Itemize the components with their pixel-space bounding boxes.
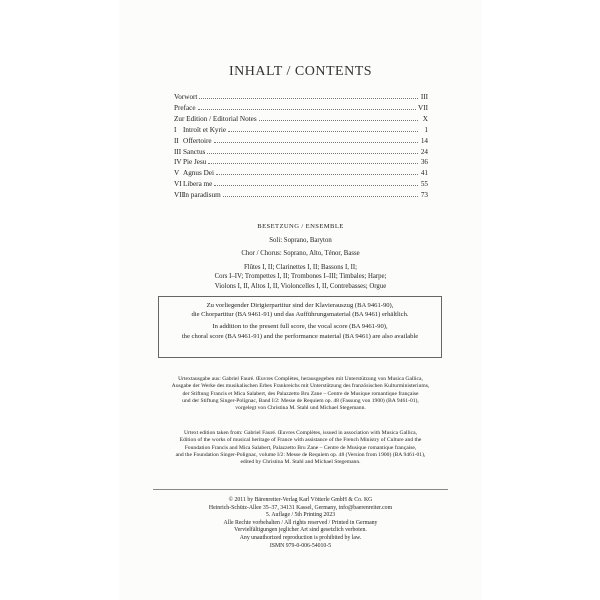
toc-row <box>174 125 428 136</box>
toc-entry-title: Preface <box>174 103 196 112</box>
urtext-line: Foundation Francis and Mica Salabert, Palazzetto Bru Zane – Centre de Musique romantique française, <box>184 444 417 451</box>
ensemble-winds: Flûtes I, II; Clarinettes I, II; Bassons I, II; <box>243 263 358 271</box>
toc-entry-title: Sanctus <box>183 147 206 156</box>
toc-leader-dots <box>216 169 418 175</box>
urtext-line: Urtext edition taken from: Gabriel Fauré. Œuvres Complètes, issued in association with Musica Gallica, <box>183 430 418 436</box>
urtext-line: Urtextausgabe aus: Gabriel Fauré. Œuvres Complètes, herausgegeben mit Unterstützung von Musica Gallica, <box>178 376 423 382</box>
toc-entry-title: Pie Jesu <box>183 158 207 167</box>
ensemble-soli: Soli: Soprano, Baryton <box>269 237 332 244</box>
ensemble-strings: Violons I, II, Altos I, II, Violoncelles I, II, Contrebasses; Orgue <box>214 282 387 290</box>
toc-entry-title: In paradisum <box>183 191 221 200</box>
toc-entry-page: 14 <box>420 136 428 145</box>
toc-row <box>174 190 428 201</box>
toc-row <box>174 92 428 103</box>
toc-entry-number: V <box>174 169 180 178</box>
toc-entry-page: X <box>422 114 428 123</box>
toc-entry-title: Libera me <box>183 180 213 189</box>
toc-row <box>174 168 428 179</box>
availability-note-en-line: the choral score (BA 9461-91) and the performance material (BA 9461) are also available <box>181 332 419 340</box>
toc-row <box>174 114 428 125</box>
toc-leader-dots <box>214 180 418 186</box>
urtext-line: der Stiftung Francis et Mica Salabert, des Palazzetto Bru Zane – Centre de Musique romantique française <box>182 390 419 397</box>
imprint-line: © 2011 by Bärenreiter-Verlag Karl Vötterle GmbH & Co. KG <box>228 497 373 503</box>
imprint-line: Vervielfältigungen jeglicher Art sind gesetzlich verboten. <box>234 527 367 534</box>
imprint-line: Any unauthorized reproduction is prohibited by law. <box>239 534 362 541</box>
toc-leader-dots <box>208 158 418 164</box>
table-of-contents <box>174 92 428 201</box>
page-title: INHALT / CONTENTS <box>228 64 373 79</box>
toc-entry-title: Zur Edition / Editorial Notes <box>174 114 257 123</box>
toc-row <box>174 136 428 147</box>
toc-entry-page: 24 <box>420 147 428 156</box>
toc-entry-number: VI <box>174 180 182 189</box>
availability-note-de-line: die Chorpartitur (BA 9461-91) und das Aufführungsmaterial (BA 9461) erhältlich. <box>191 311 409 319</box>
toc-leader-dots <box>199 93 418 99</box>
urtext-note-english <box>149 430 452 466</box>
toc-entry-page: 55 <box>420 180 428 189</box>
toc-entry-page: 73 <box>420 191 428 200</box>
toc-entry-page: 41 <box>420 169 428 178</box>
urtext-line: and the Foundation Singer-Polignac, volume I/2: Messe de Requiem op. 48 (Version from 1900) (BA 9461-01), <box>175 451 426 458</box>
toc-entry-title: Offertoire <box>183 136 212 145</box>
toc-leader-dots <box>259 115 418 121</box>
toc-row <box>174 103 428 114</box>
toc-entry-number: I <box>174 125 177 134</box>
ensemble-choir: Chor / Chorus: Soprano, Alto, Ténor, Basse <box>241 250 360 258</box>
toc-entry-number: II <box>174 136 179 145</box>
toc-entry-number: IV <box>174 158 182 167</box>
imprint-line: Alle Rechte vorbehalten / All rights reserved / Printed in Germany <box>223 519 378 526</box>
score-front-matter-page <box>119 0 482 600</box>
ensemble-section <box>119 223 482 291</box>
toc-entry-page: VII <box>418 103 428 112</box>
availability-notice-box <box>158 296 442 358</box>
imprint-line: ISMN 979-0-006-54010-5 <box>269 542 332 549</box>
toc-entry-page: 1 <box>424 125 428 134</box>
urtext-line: edited by Christina M. Stahl and Michael Stegemann. <box>240 459 361 466</box>
toc-leader-dots <box>223 191 418 197</box>
availability-note-en-line: In addition to the present full score, the vocal score (BA 9461-90), <box>212 323 388 331</box>
divider <box>153 489 448 490</box>
imprint-line: Heinrich-Schütz-Allee 35–37, 34131 Kassel, Germany, info@baerenreiter.com <box>208 504 393 511</box>
urtext-line: Edition of the works of musical heritage of France with assistance of the French Ministry of Culture and the <box>179 437 422 444</box>
publisher-imprint <box>119 497 482 550</box>
toc-row <box>174 179 428 190</box>
availability-note-de-line: Zu vorliegender Dirigierpartitur sind der Klavierauszug (BA 9461-90), <box>206 302 394 309</box>
toc-row <box>174 147 428 158</box>
urtext-note-german <box>149 376 452 412</box>
toc-entry-page: III <box>420 93 428 101</box>
urtext-line: und der Stiftung Singer-Polignac, Band I/2: Messe de Requiem op. 48 (Fassung von 1900) (BA 9461-01), <box>182 397 419 404</box>
urtext-line: vorgelegt von Christina M. Stahl und Michael Stegemann. <box>235 405 366 412</box>
toc-entry-title: Agnus Dei <box>183 169 214 178</box>
urtext-line: Ausgabe der Werke des musikalischen Erbes Frankreichs mit Unterstützung des französischen Kulturministeriums, <box>171 383 430 390</box>
toc-entry-title: Introït et Kyrie <box>183 125 227 134</box>
toc-leader-dots <box>198 104 416 110</box>
ensemble-heading: BESETZUNG / ENSEMBLE <box>257 223 344 230</box>
imprint-line: 5. Auflage / 5th Printing 2023 <box>265 512 336 519</box>
toc-entry-title: Vorwort <box>174 93 198 101</box>
toc-entry-page: 36 <box>420 158 428 167</box>
ensemble-brass: Cors I–IV; Trompettes I, II; Trombones I–III; Timbales; Harpe; <box>214 273 387 281</box>
toc-entry-number: VII <box>174 191 184 200</box>
toc-row <box>174 157 428 168</box>
toc-leader-dots <box>207 148 418 154</box>
toc-entry-number: III <box>174 147 182 156</box>
toc-leader-dots <box>214 137 418 143</box>
toc-leader-dots <box>228 126 418 132</box>
